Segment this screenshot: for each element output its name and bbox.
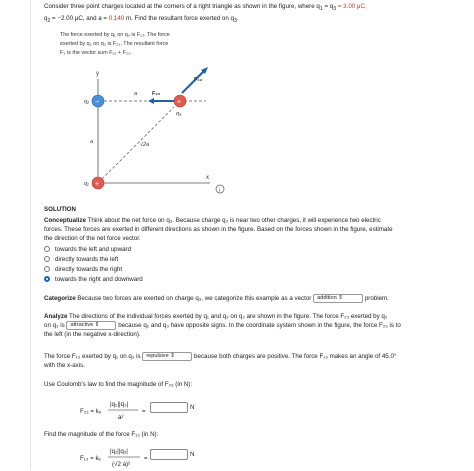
- categorize-text: problem.: [363, 295, 389, 303]
- plus-sign: +: [177, 99, 182, 106]
- eq1-denominator: a²: [118, 414, 124, 421]
- diagonal-dashed-line: [102, 107, 174, 179]
- problem-text: m. Find the resultant force exerted on q: [124, 15, 234, 23]
- option-row[interactable]: [44, 244, 468, 254]
- q3-label: q₃: [176, 111, 182, 117]
- categorize-title: Categorize: [44, 295, 76, 303]
- repulsive-select[interactable]: repulsive ⇕: [142, 352, 192, 361]
- problem-text: = q: [322, 3, 334, 10]
- select-value: addition: [317, 295, 337, 301]
- option-row[interactable]: [44, 274, 468, 284]
- plus-sign: +: [95, 181, 100, 188]
- attraction-select[interactable]: attractive ⇕: [66, 321, 116, 330]
- eq1-unit: N: [190, 404, 195, 411]
- q-value: = 3.00 μC,: [336, 3, 367, 10]
- problem-text: = −2.00 μC, and a =: [50, 15, 109, 23]
- eq2-unit: N: [190, 451, 195, 458]
- categorize-select[interactable]: addition ⇕: [313, 294, 363, 303]
- option-label: directly towards the right: [55, 265, 123, 273]
- problem-text: q: [44, 15, 48, 23]
- option-row[interactable]: [44, 264, 468, 274]
- a-label-left: a: [90, 139, 94, 145]
- eq1-numerator: |q₂||q₃|: [110, 401, 129, 408]
- radio-button[interactable]: [44, 266, 50, 272]
- x-axis-label: x: [206, 175, 209, 181]
- y-axis-label: y: [96, 71, 99, 77]
- conceptualize-title: Conceptualize: [44, 217, 86, 224]
- analyze-text: the left (in the negative x-direction).: [44, 331, 141, 339]
- f13-answer-input[interactable]: [150, 449, 188, 460]
- conceptualize-text: the direction of the net force vector.: [44, 235, 141, 242]
- option-label: towards the right and downward: [55, 275, 143, 283]
- solution-heading: SOLUTION: [44, 206, 76, 213]
- categorize-text: Because two forces are exerted on charge q₃, we categorize this example as a vector: [75, 295, 312, 303]
- f23-arrowhead: [148, 98, 154, 104]
- force13-text: with the x-axis.: [44, 362, 85, 370]
- equals-sign: =: [144, 455, 148, 462]
- option-label: towards the left and upward: [55, 245, 132, 253]
- f23-label: F₂₃: [152, 91, 161, 97]
- eq1-lhs: F₂₃ = kₑ: [80, 408, 102, 415]
- direction-options: [44, 244, 468, 284]
- figure-caption-3: F₃ is the vector sum F₁₃ + F₂₃.: [60, 50, 132, 56]
- charges-figure: [60, 31, 230, 201]
- option-row[interactable]: [44, 254, 468, 264]
- equation-f13: [0, 441, 474, 471]
- f13-label: F₁₃: [194, 77, 203, 83]
- eq2-denominator: (√2 a)²: [112, 461, 131, 468]
- find13-text: Find the magnitude of the force F₁₃ (in N):: [44, 431, 159, 438]
- analyze-text: because q₂ and q₃ have opposite signs. In the coordinate system shown in the figure, the force F₂₃ is to: [116, 322, 401, 330]
- f23-answer-input[interactable]: [150, 402, 188, 413]
- force13-text: The force F₁₃ exerted by q₁ on q₃ is: [44, 353, 141, 361]
- diagonal-label: √2a: [140, 142, 150, 148]
- figure-svg: [60, 31, 230, 201]
- force13-block: [44, 352, 468, 370]
- eq2-numerator: |q₁||q₃|: [110, 448, 128, 455]
- q2-label: q₂: [84, 99, 90, 105]
- conceptualize-text: Think about the net force on q₃. Because charge q₃ is near two other charges, it will experience two electric: [85, 217, 381, 224]
- radio-button[interactable]: [44, 256, 50, 262]
- select-value: attractive: [70, 322, 94, 328]
- minus-sign: −: [95, 98, 100, 106]
- a-label-top: a: [134, 91, 138, 97]
- figure-caption-2: exerted by q₂ on q₃ is F₂₃. The resultant force: [60, 41, 169, 47]
- equals-sign: =: [142, 408, 146, 415]
- problem-line-1: Consider three point charges located at the corners of a right triangle as shown in the figure, where $q_1 = q_3 = 3.00$ μC,: [44, 3, 367, 13]
- force13-text: because both charges are positive. The force F₁₃ makes an angle of 45.0°: [192, 353, 397, 361]
- analyze-text: on q₃ is: [44, 322, 65, 330]
- figure-caption-1: The force exerted by q₁ on q₃ is F₁₃. The force: [60, 32, 170, 38]
- radio-button-selected[interactable]: [44, 276, 50, 282]
- problem-statement: [44, 2, 468, 26]
- problem-text: .: [236, 15, 239, 23]
- conceptualize-block: [44, 216, 468, 243]
- q1-label: q₁: [84, 181, 89, 187]
- a-value: 0.140: [108, 15, 125, 23]
- select-value: repulsive: [146, 353, 169, 359]
- problem-text: Consider three point charges located at the corners of a right triangle as shown in the figure, where q: [44, 3, 320, 10]
- analyze-title: Analyze: [44, 313, 68, 320]
- info-icon-glyph: i: [219, 187, 221, 194]
- equation-f23: [0, 394, 474, 424]
- radio-button[interactable]: [44, 246, 50, 252]
- problem-line-2: $q_2 = -2.00$ μC, and a = 0.140 m. Find the resultant force exerted on $q_3$.: [44, 15, 239, 25]
- conceptualize-text: forces. These forces are exerted in different directions as shown in the figure. Based on the forces shown in the figure, estimate: [44, 226, 393, 233]
- option-label: directly towards the left: [55, 255, 119, 263]
- eq2-lhs: F₁₃ = kₑ: [80, 455, 101, 462]
- analyze-block: [44, 312, 468, 339]
- categorize-block: [44, 294, 468, 303]
- coulomb-text: Use Coulomb's law to find the magnitude of F₂₃ (in N):: [44, 381, 193, 388]
- analyze-text: The directions of the individual forces exerted by q₁ and q₂ on q₃ are shown in the figure. The force F₂₃ exerted by q₂: [67, 313, 388, 320]
